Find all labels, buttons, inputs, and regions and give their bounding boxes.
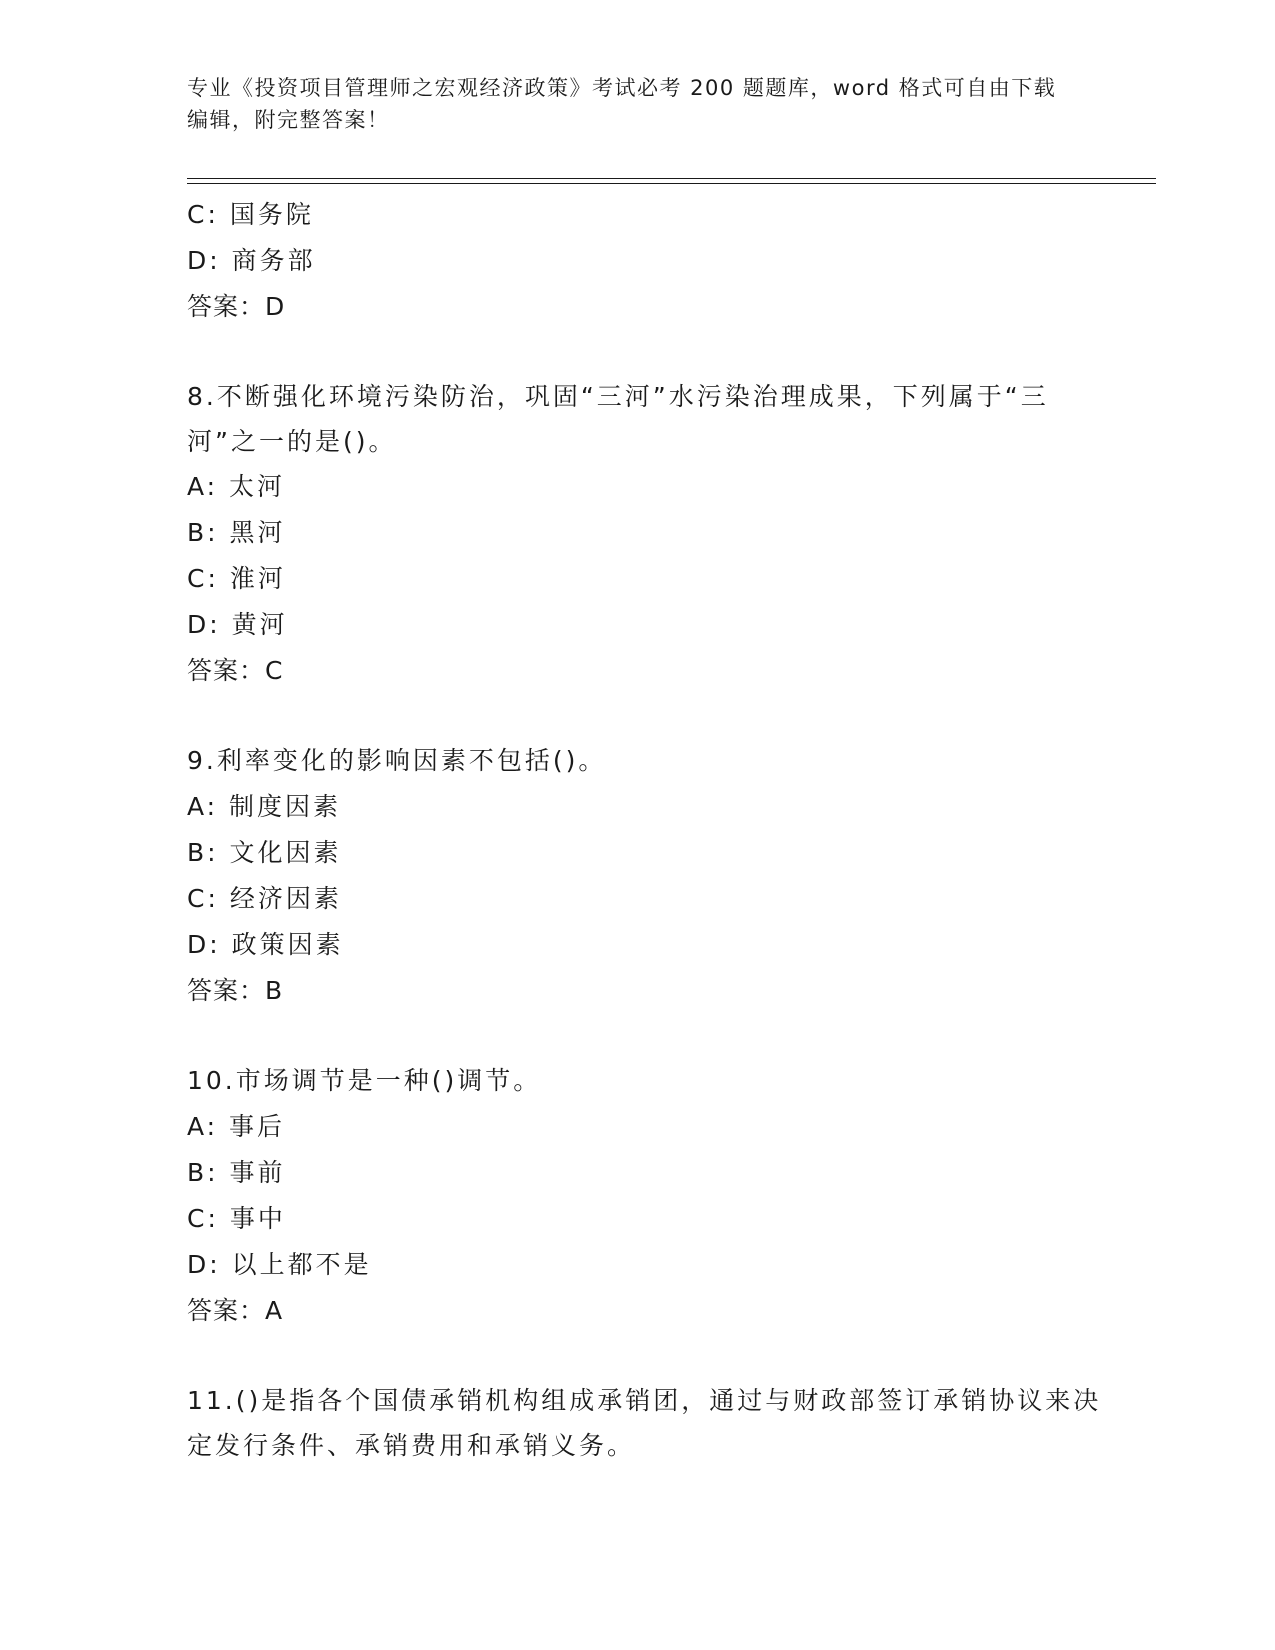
question-9 — [187, 738, 1107, 1014]
option-c: C: 事中 — [187, 1204, 286, 1233]
option-b: B: 黑河 — [187, 518, 286, 547]
option-d: D: 政策因素 — [187, 930, 344, 959]
question-content — [187, 192, 1107, 1468]
question-8 — [187, 374, 1107, 694]
option-c: C: 国务院 — [187, 200, 314, 229]
document-header: 专业《投资项目管理师之宏观经济政策》考试必考 200 题题库，word 格式可自由下载编辑，附完整答案！ — [187, 76, 1057, 132]
header-rule-top — [187, 178, 1156, 179]
answer-line: 答案：D — [187, 292, 286, 321]
answer-line: 答案：B — [187, 976, 284, 1005]
question-stem: 8.不断强化环境污染防治，巩固“三河”水污染治理成果，下列属于“三河”之一的是()。 — [187, 382, 1049, 456]
header-rule-bottom — [187, 183, 1156, 184]
option-a: A: 制度因素 — [187, 792, 342, 821]
question-stem: 11.()是指各个国债承销机构组成承销团，通过与财政部签订承销协议来决定发行条件、承销费用和承销义务。 — [187, 1386, 1102, 1460]
answer-line: 答案：C — [187, 656, 284, 685]
option-b: B: 文化因素 — [187, 838, 342, 867]
option-a: A: 太河 — [187, 472, 286, 501]
question-10 — [187, 1058, 1107, 1334]
option-b: B: 事前 — [187, 1158, 286, 1187]
option-a: A: 事后 — [187, 1112, 286, 1141]
answer-line: 答案：A — [187, 1296, 284, 1325]
option-d: D: 商务部 — [187, 246, 316, 275]
question-stem: 9.利率变化的影响因素不包括()。 — [187, 746, 607, 775]
question-11 — [187, 1378, 1107, 1468]
previous-question-tail — [187, 192, 1107, 330]
option-d: D: 以上都不是 — [187, 1250, 372, 1279]
option-d: D: 黄河 — [187, 610, 288, 639]
question-stem: 10.市场调节是一种()调节。 — [187, 1066, 542, 1095]
option-c: C: 淮河 — [187, 564, 286, 593]
option-c: C: 经济因素 — [187, 884, 342, 913]
